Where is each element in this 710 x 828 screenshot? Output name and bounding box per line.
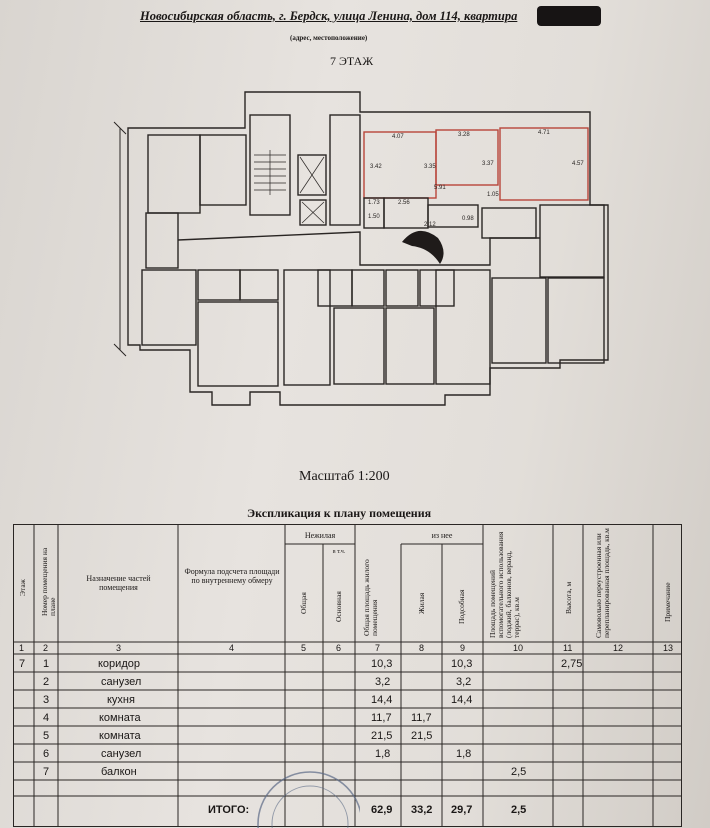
header-nezhilaya: Нежилая	[304, 531, 336, 540]
header-vysota: Высота, м	[564, 581, 573, 614]
cell-aux: 3,2	[456, 676, 472, 688]
address-caption: (адрес, местоположение)	[290, 34, 368, 42]
header-obshaya-zhil: Общая площадь жилого помещения	[362, 559, 379, 636]
stamp	[250, 752, 360, 828]
dimension-label: 3.37	[482, 161, 494, 167]
header-vspom: Площадь помещений вспомогательного использования (лоджий, балконов, веранд, террас), кв.м	[488, 531, 521, 638]
cell-num: 6	[43, 748, 50, 760]
col-number: 4	[229, 643, 235, 653]
dimension-label: 1.05	[487, 192, 499, 198]
header-obshaya: Общая	[299, 592, 308, 614]
dimension-label: 2.12	[424, 222, 436, 228]
cell-living: 21,5	[411, 730, 433, 742]
dimension-label: 2.56	[398, 200, 410, 206]
cell-height: 2,75	[561, 658, 583, 670]
col-number: 11	[563, 643, 573, 653]
dimension-label: 3.35	[424, 164, 436, 170]
cell-name: санузел	[101, 748, 142, 760]
col-number: 13	[663, 643, 674, 653]
cell-num: 3	[43, 694, 50, 706]
dimension-label: 4.71	[538, 130, 550, 136]
dimension-label: 3.42	[370, 164, 382, 170]
dimension-label: 0.98	[462, 216, 474, 222]
cell-name: балкон	[101, 766, 137, 778]
header-naznachenie: Назначение частей помещения	[86, 574, 151, 592]
total-balcony: 2,5	[511, 804, 527, 816]
cell-living: 11,7	[411, 712, 432, 724]
cell-name: санузел	[101, 676, 142, 688]
cell-name: комната	[99, 730, 141, 742]
total-label: ИТОГО:	[208, 804, 250, 816]
total-aux: 29,7	[451, 804, 473, 816]
redaction-mark	[402, 231, 444, 264]
col-number: 12	[613, 643, 624, 653]
cell-total: 21,5	[371, 730, 393, 742]
dimension-label: 4.07	[392, 134, 404, 140]
cell-total: 3,2	[375, 676, 391, 688]
address-line: Новосибирская область, г. Бердск, улица Ленина, дом 114, квартира	[140, 9, 518, 23]
header-podsobnaya: Подсобная	[457, 589, 466, 624]
col-number: 1	[19, 643, 25, 653]
col-number: 6	[336, 643, 342, 653]
cell-num: 5	[43, 730, 50, 742]
scale-label: Масштаб 1:200	[299, 469, 390, 484]
header-nomer: Номер помещения на плане	[40, 547, 57, 616]
header-iz-nee: из нее	[431, 531, 453, 540]
cell-name: коридор	[98, 658, 140, 670]
header-v-tch: в т.ч.	[332, 549, 346, 555]
cell-total: 11,7	[371, 712, 392, 724]
floor-label: 7 ЭТАЖ	[330, 54, 374, 68]
floor-plan	[0, 80, 710, 420]
header-formula: Формула подсчета площади по внутреннему обмеру	[184, 567, 280, 585]
header-etazh: Этаж	[18, 579, 27, 596]
header-zhilaya: Жилая	[417, 592, 426, 614]
total-living: 33,2	[411, 804, 433, 816]
header-primechanie: Примечание	[663, 582, 672, 622]
dimension-label: 1.73	[368, 200, 380, 206]
cell-aux: 14,4	[451, 694, 473, 706]
dimension-label: 3.28	[458, 132, 470, 138]
cell-total: 14,4	[371, 694, 393, 706]
cell-name: кухня	[107, 694, 135, 706]
col-number: 2	[43, 643, 49, 653]
dimension-label: 5.91	[434, 185, 446, 191]
cell-aux: 10,3	[451, 658, 473, 670]
cell-total: 10,3	[371, 658, 393, 670]
col-number: 10	[513, 643, 524, 653]
explication-title: Экспликация к плану помещения	[247, 506, 432, 520]
dimension-label: 4.57	[572, 161, 584, 167]
col-number: 3	[116, 643, 122, 653]
cell-num: 4	[43, 712, 50, 724]
total-total: 62,9	[371, 804, 393, 816]
cell-total: 1,8	[375, 748, 391, 760]
cell-num: 2	[43, 676, 50, 688]
cell-floor: 7	[19, 658, 26, 670]
cell-num: 1	[43, 658, 50, 670]
cell-name: комната	[99, 712, 141, 724]
cell-aux: 1,8	[456, 748, 472, 760]
header-osnovnaya: Основная	[334, 591, 343, 622]
cell-balcony: 2,5	[511, 766, 527, 778]
col-number: 5	[301, 643, 307, 653]
col-number: 9	[460, 643, 466, 653]
dimension-label: 1.50	[368, 214, 380, 220]
col-number: 8	[419, 643, 425, 653]
redaction-mark	[537, 6, 601, 26]
col-number: 7	[375, 643, 381, 653]
cell-num: 7	[43, 766, 50, 778]
header-samovolno: Самовольно переустроенная или перепланированная площадь, кв.м	[594, 528, 611, 638]
